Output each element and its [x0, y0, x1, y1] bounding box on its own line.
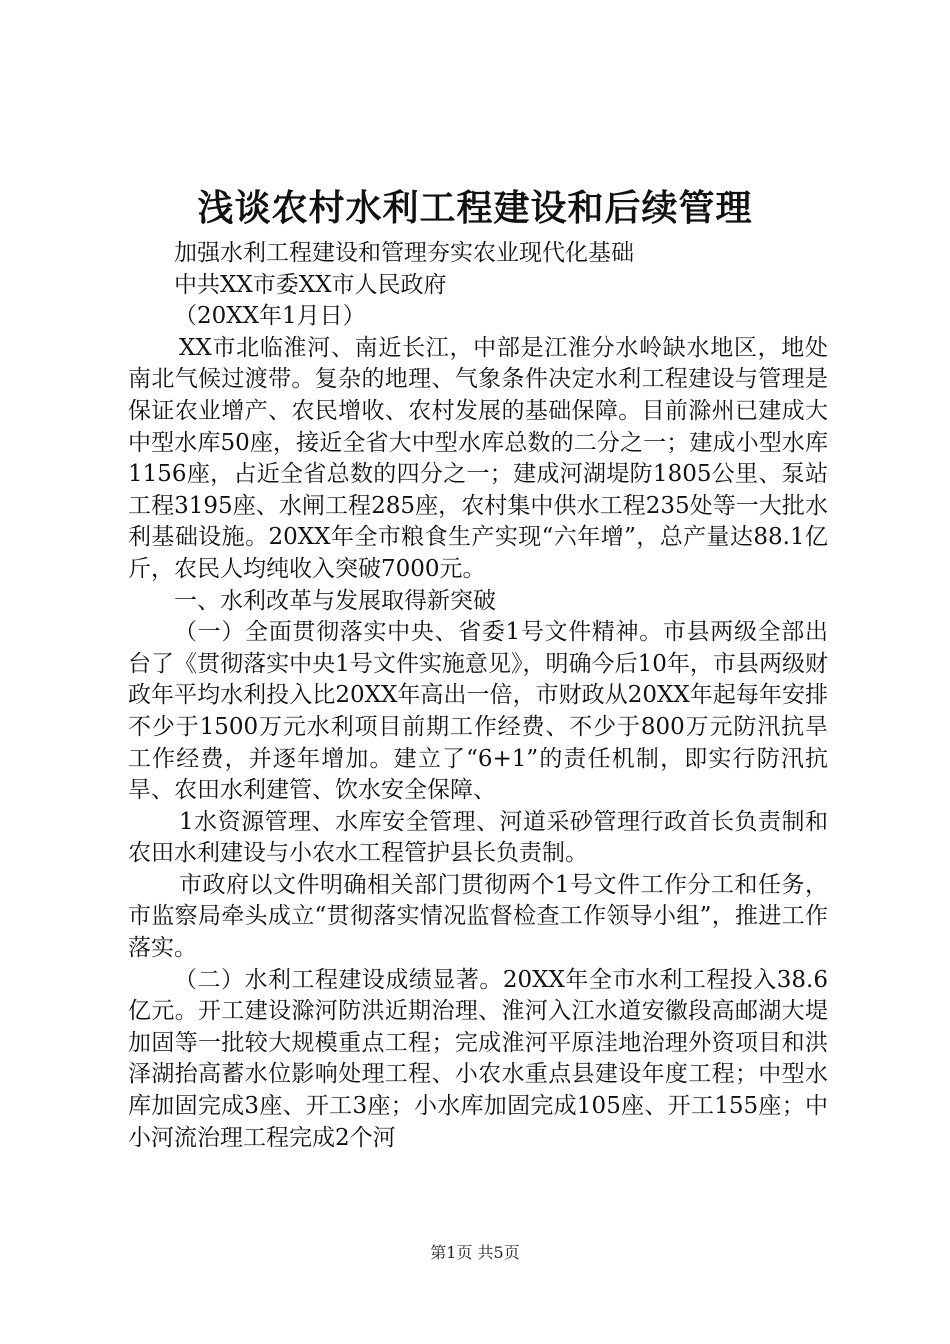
paragraph-subsection-1: （一）全面贯彻落实中央、省委1号文件精神。市县两级全部出台了《贯彻落实中央1号文件实施意见》，明确今后10年，市县两级财政年平均水利投入比20XX年高出一倍，市财政从20XX年起每年安排不少于1500万元水利项目前期工作经费、不少于800万元防汛抗旱工作经费，并逐年增加。建立了“6+1”的责任机制，即实行防汛抗旱、农田水利建管、饮水安全保障、: [128, 619, 828, 804]
document-body: [128, 238, 828, 1154]
paragraph-intro: XX市北临淮河、南近长江，中部是江淮分水岭缺水地区，地处南北气候过渡带。复杂的地理、气象条件决定水利工程建设与管理是保证农业增产、农民增收、农村发展的基础保障。目前滁州已建成大中型水库50座，接近全省大中型水库总数的二分之一；建成小型水库1156座，占近全省总数的四分之一；建成河湖堤防1805公里、泵站工程3195座、水闸工程285座，农村集中供水工程235处等一大批水利基础设施。20XX年全市粮食生产实现“六年增”，总产量达88.1亿斤，农民人均纯收入突破7000元。: [128, 334, 828, 582]
document-title: 浅谈农村水利工程建设和后续管理: [197, 187, 753, 229]
document-subtitle: 加强水利工程建设和管理夯实农业现代化基础: [174, 240, 634, 266]
paragraph-government: 市政府以文件明确相关部门贯彻两个1号文件工作分工和任务，市监察局牵头成立“贯彻落实情况监督检查工作领导小组”，推进工作落实。: [128, 871, 828, 962]
page-number: 第1页 共5页: [430, 1243, 520, 1262]
paragraph-responsibility: 1水资源管理、水库安全管理、河道采砂管理行政首长负责制和农田水利建设与小农水工程管护县长负责制。: [128, 808, 828, 867]
section-heading-1: 一、水利改革与发展取得新突破: [174, 587, 496, 614]
document-author: 中共XX市委XX市人民政府: [174, 271, 447, 298]
paragraph-subsection-2: （二）水利工程建设成绩显著。20XX年全市水利工程投入38.6亿元。开工建设滁河防洪近期治理、淮河入江水道安徽段高邮湖大堤加固等一批较大规模重点工程；完成淮河平原洼地治理外资项目和洪泽湖抬高蓄水位影响处理工程、小农水重点县建设年度工程；中型水库加固完成3座、开工3座；小水库加固完成105座、开工155座；中小河流治理工程完成2个河: [128, 966, 828, 1151]
document-date: （20XX年1月日）: [174, 303, 366, 330]
